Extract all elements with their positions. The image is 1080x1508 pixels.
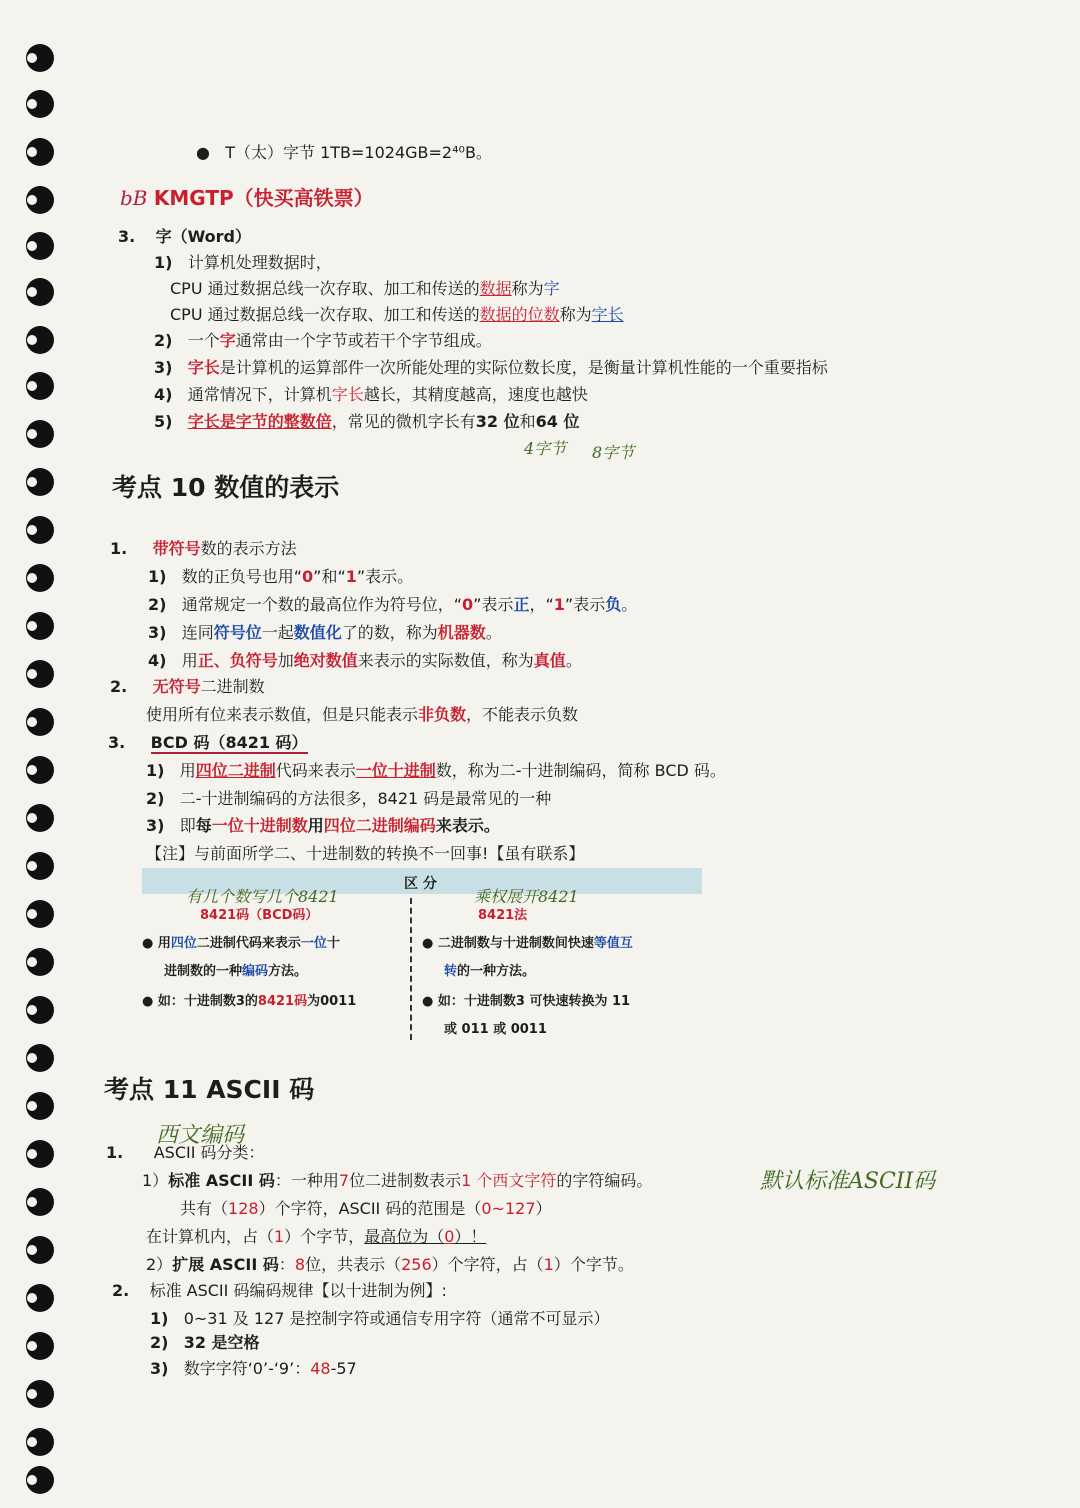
bcd-note: 【注】与前面所学二、十进制数的转换不一回事!【虽有联系】 <box>146 844 585 863</box>
comparison-table <box>142 868 702 1040</box>
right-title: 8421法 <box>478 908 528 923</box>
hw-western-encoding: 西文编码 <box>156 1123 245 1148</box>
word-item-4: 4) 通常情况下，计算机字长越长，其精度越高，速度也越快 <box>154 385 588 404</box>
kmgtp-prefix: bB <box>120 186 148 210</box>
bcd-title: 3. BCD 码（8421 码） <box>108 733 308 752</box>
heading-point-11: 考点 11 ASCII 码 <box>104 1075 315 1104</box>
ascii-standard: 1）标准 ASCII 码：一种用7位二进制数表示1 个西文字符的字符编码。 <box>142 1171 653 1190</box>
signed-number: 1. 带符号数的表示方法 <box>110 539 297 558</box>
bcd-item-2: 2) 二-十进制编码的方法很多，8421 码是最常见的一种 <box>146 789 552 808</box>
ascii-rule-1: 1) 0~31 及 127 是控制字符或通信专用字符（通常不可显示） <box>150 1309 610 1328</box>
word-item-2: 2) 一个字通常由一个字节或若干个字节组成。 <box>154 331 492 350</box>
left-point-1: ● 用四位二进制代码来表示一位十 <box>142 936 340 951</box>
ascii-storage: 在计算机内，占（1）个字节，最高位为（0）！ <box>146 1227 487 1246</box>
heading-point-10: 考点 10 数值的表示 <box>112 473 340 502</box>
bullet-tb-text: T（太）字节 1TB=1024GB=2⁴⁰B。 <box>225 143 492 162</box>
right-point-1: ● 二进制数与十进制数间快速等值互 <box>422 936 633 951</box>
unsigned-number: 2. 无符号二进制数 <box>110 677 265 696</box>
ascii-rule-3: 3) 数字字符‘0’-‘9’：48-57 <box>150 1359 357 1378</box>
section-word: 3. 字（Word） <box>118 227 251 246</box>
cpu-line-1: CPU 通过数据总线一次存取、加工和传送的数据称为字 <box>170 279 560 298</box>
hw-8bytes: 8字节 <box>592 443 635 462</box>
signed-item-4: 4) 用正、负符号加绝对数值来表示的实际数值，称为真值。 <box>148 651 582 670</box>
right-point-1b: 转的一种方法。 <box>444 964 536 979</box>
signed-item-2: 2) 通常规定一个数的最高位作为符号位，“0”表示正，“1”表示负。 <box>148 595 638 614</box>
hw-4bytes: 4字节 <box>524 439 567 458</box>
bullet-dot: ● <box>196 143 210 162</box>
right-point-2: ● 如：十进制数3 可快速转换为 11 <box>422 994 631 1009</box>
ascii-range: 共有（128）个字符，ASCII 码的范围是（0~127） <box>180 1199 552 1218</box>
bcd-item-1: 1) 用四位二进制代码来表示一位十进制数，称为二-十进制编码，简称 BCD 码。 <box>146 761 726 780</box>
hw-default-standard: 默认标准ASCII码 <box>760 1169 936 1194</box>
section-word-title: 字（Word） <box>155 227 251 246</box>
signed-item-3: 3) 连同符号位一起数值化了的数，称为机器数。 <box>148 623 502 642</box>
ascii-extended: 2）扩展 ASCII 码：8位，共表示（256）个字符，占（1）个字节。 <box>146 1255 634 1274</box>
left-title: 8421码（BCD码） <box>200 908 319 923</box>
word-item-5: 5) 字长是字节的整数倍，常见的微机字长有32 位和64 位 <box>154 412 580 431</box>
word-item-1: 1) 计算机处理数据时， <box>154 253 332 272</box>
ascii-rule-2: 2) 32 是空格 <box>150 1333 260 1352</box>
right-point-2b: 或 011 或 0011 <box>444 1022 547 1037</box>
table-header-text: 区 分 <box>404 876 437 892</box>
left-point-1b: 进制数的一种编码方法。 <box>164 964 308 979</box>
left-point-2: ● 如：十进制数3的8421码为0011 <box>142 994 357 1009</box>
hw-left-note: 有几个数写几个8421 <box>186 887 339 906</box>
unsigned-line: 使用所有位来表示数值，但是只能表示非负数，不能表示负数 <box>146 705 579 724</box>
spiral-binding <box>18 30 62 1500</box>
word-item-3: 3) 字长是计算机的运算部件一次所能处理的实际位数长度，是衡量计算机性能的一个重要指标 <box>154 358 828 377</box>
kmgtp-note <box>120 184 374 212</box>
bcd-item-3: 3) 即每一位十进制数用四位二进制编码来表示。 <box>146 816 500 835</box>
signed-item-1: 1) 数的正负号也用“0”和“1”表示。 <box>148 567 414 586</box>
ascii-classification: 1. ASCII 码分类： <box>106 1143 265 1162</box>
bullet-tb <box>196 142 492 164</box>
hw-right-note: 乘权展开8421 <box>474 887 579 906</box>
kmgtp-text: KMGTP（快买高铁票） <box>153 186 374 210</box>
table-divider <box>410 898 412 1040</box>
cpu-line-2: CPU 通过数据总线一次存取、加工和传送的数据的位数称为字长 <box>170 305 624 324</box>
ascii-rules: 2. 标准 ASCII 码编码规律【以十进制为例】: <box>112 1281 447 1300</box>
